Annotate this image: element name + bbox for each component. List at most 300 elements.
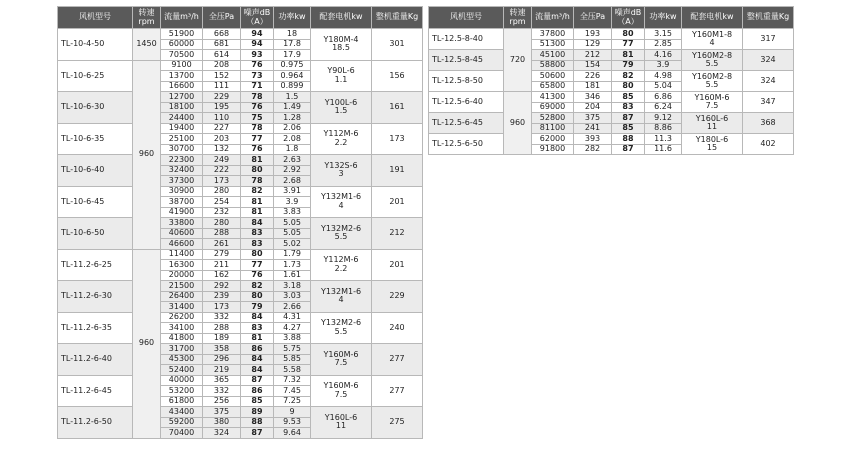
power-cell: 0.964	[274, 71, 311, 82]
table-row	[429, 29, 794, 40]
fan-model-cell: TL-10-6-30	[58, 92, 133, 124]
spec-table-left	[57, 6, 423, 439]
fan-model-cell: TL-10-4-50	[58, 29, 133, 61]
power-cell: 5.04	[645, 81, 682, 92]
power-cell: 3.9	[274, 197, 311, 208]
pressure-cell: 346	[574, 92, 612, 103]
power-cell: 2.08	[274, 134, 311, 145]
noise-cell: 88	[612, 134, 645, 145]
power-cell: 1.79	[274, 249, 311, 260]
noise-cell: 79	[612, 60, 645, 71]
pressure-cell: 111	[203, 81, 241, 92]
weight-cell: 173	[372, 123, 423, 155]
power-cell: 7.25	[274, 396, 311, 407]
power-cell: 2.66	[274, 302, 311, 313]
noise-cell: 77	[241, 134, 274, 145]
pressure-cell: 219	[203, 365, 241, 376]
motor-cell: Y160M-6 7.5	[311, 375, 372, 407]
noise-cell: 81	[612, 50, 645, 61]
motor-cell: Y180L-6 15	[682, 134, 743, 155]
power-cell: 3.03	[274, 291, 311, 302]
pressure-cell: 239	[203, 291, 241, 302]
power-cell: 2.92	[274, 165, 311, 176]
noise-cell: 71	[241, 81, 274, 92]
flow-cell: 37800	[532, 29, 574, 40]
weight-cell: 277	[372, 375, 423, 407]
pressure-cell: 332	[203, 312, 241, 323]
weight-cell: 275	[372, 407, 423, 439]
power-cell: 1.28	[274, 113, 311, 124]
flow-cell: 70400	[161, 428, 203, 439]
noise-cell: 85	[612, 92, 645, 103]
flow-cell: 33800	[161, 218, 203, 229]
noise-cell: 87	[241, 428, 274, 439]
power-cell: 3.91	[274, 186, 311, 197]
flow-cell: 20000	[161, 270, 203, 281]
fan-model-cell: TL-12.5-8-45	[429, 50, 504, 71]
rpm-cell: 960	[133, 249, 161, 438]
pressure-cell: 375	[574, 113, 612, 124]
power-cell: 7.45	[274, 386, 311, 397]
noise-cell: 80	[241, 291, 274, 302]
flow-cell: 12700	[161, 92, 203, 103]
noise-cell: 84	[241, 218, 274, 229]
table-row	[58, 281, 423, 292]
motor-cell: Y112M-6 2.2	[311, 123, 372, 155]
motor-cell: Y160M2-8 5.5	[682, 50, 743, 71]
pressure-cell: 129	[574, 39, 612, 50]
weight-cell: 324	[743, 50, 794, 71]
motor-cell: Y160M-6 7.5	[682, 92, 743, 113]
power-cell: 1.5	[274, 92, 311, 103]
power-cell: 8.86	[645, 123, 682, 134]
motor-cell: Y160M1-8 4	[682, 29, 743, 50]
fan-model-cell: TL-11.2-6-40	[58, 344, 133, 376]
weight-cell: 201	[372, 249, 423, 281]
flow-cell: 31700	[161, 344, 203, 355]
pressure-cell: 173	[203, 176, 241, 187]
noise-cell: 75	[241, 113, 274, 124]
motor-cell: Y160L-6 11	[311, 407, 372, 439]
pressure-cell: 292	[203, 281, 241, 292]
power-cell: 4.16	[645, 50, 682, 61]
motor-cell: Y132M1-6 4	[311, 186, 372, 218]
fan-model-cell: TL-11.2-6-25	[58, 249, 133, 281]
col-motor-header: 配套电机kw	[311, 7, 372, 29]
col-power-header: 功率kw	[645, 7, 682, 29]
table-row	[429, 134, 794, 145]
motor-cell: Y180M-4 18.5	[311, 29, 372, 61]
noise-cell: 80	[241, 249, 274, 260]
pressure-cell: 173	[203, 302, 241, 313]
flow-cell: 32400	[161, 165, 203, 176]
power-cell: 7.32	[274, 375, 311, 386]
pressure-cell: 324	[203, 428, 241, 439]
noise-cell: 81	[241, 333, 274, 344]
noise-cell: 89	[241, 407, 274, 418]
pressure-cell: 296	[203, 354, 241, 365]
flow-cell: 21500	[161, 281, 203, 292]
flow-cell: 53200	[161, 386, 203, 397]
fan-model-cell: TL-10-6-35	[58, 123, 133, 155]
col-noise-header: 噪声dB （A）	[241, 7, 274, 29]
noise-cell: 82	[612, 71, 645, 82]
pressure-cell: 152	[203, 71, 241, 82]
table-row	[429, 50, 794, 61]
power-cell: 9.12	[645, 113, 682, 124]
noise-cell: 84	[241, 312, 274, 323]
fan-model-cell: TL-10-6-45	[58, 186, 133, 218]
pressure-cell: 280	[203, 186, 241, 197]
flow-cell: 30700	[161, 144, 203, 155]
noise-cell: 83	[612, 102, 645, 113]
pressure-cell: 358	[203, 344, 241, 355]
power-cell: 9.64	[274, 428, 311, 439]
weight-cell: 368	[743, 113, 794, 134]
flow-cell: 62000	[532, 134, 574, 145]
power-cell: 3.15	[645, 29, 682, 40]
flow-cell: 41800	[161, 333, 203, 344]
power-cell: 17.9	[274, 50, 311, 61]
noise-cell: 79	[241, 302, 274, 313]
pressure-cell: 254	[203, 197, 241, 208]
pressure-cell: 280	[203, 218, 241, 229]
noise-cell: 87	[612, 144, 645, 155]
noise-cell: 77	[241, 260, 274, 271]
fan-model-cell: TL-12.5-8-50	[429, 71, 504, 92]
fan-model-cell: TL-10-6-25	[58, 60, 133, 92]
spec-table-right	[428, 6, 794, 155]
noise-cell: 87	[612, 113, 645, 124]
pressure-cell: 222	[203, 165, 241, 176]
weight-cell: 156	[372, 60, 423, 92]
table-row	[58, 344, 423, 355]
noise-cell: 76	[241, 270, 274, 281]
power-cell: 1.61	[274, 270, 311, 281]
pressure-cell: 226	[574, 71, 612, 82]
table-row	[429, 113, 794, 124]
noise-cell: 81	[241, 155, 274, 166]
power-cell: 0.975	[274, 60, 311, 71]
weight-cell: 201	[372, 186, 423, 218]
noise-cell: 93	[241, 50, 274, 61]
col-motor-header: 配套电机kw	[682, 7, 743, 29]
power-cell: 18	[274, 29, 311, 40]
pressure-cell: 681	[203, 39, 241, 50]
noise-cell: 76	[241, 60, 274, 71]
power-cell: 0.899	[274, 81, 311, 92]
flow-cell: 31400	[161, 302, 203, 313]
flow-cell: 26400	[161, 291, 203, 302]
weight-cell: 347	[743, 92, 794, 113]
flow-cell: 9100	[161, 60, 203, 71]
flow-cell: 24400	[161, 113, 203, 124]
col-rpm-header: 转速rpm	[133, 7, 161, 29]
flow-cell: 45100	[532, 50, 574, 61]
pressure-cell: 288	[203, 323, 241, 334]
col-weight-header: 整机重量Kg	[743, 7, 794, 29]
flow-cell: 65800	[532, 81, 574, 92]
col-rpm-header: 转速rpm	[504, 7, 532, 29]
noise-cell: 83	[241, 228, 274, 239]
pressure-cell: 375	[203, 407, 241, 418]
motor-cell: Y132M1-6 4	[311, 281, 372, 313]
pressure-cell: 614	[203, 50, 241, 61]
fan-model-cell: TL-12.5-6-45	[429, 113, 504, 134]
flow-cell: 50600	[532, 71, 574, 82]
rpm-cell: 720	[504, 29, 532, 92]
flow-cell: 19400	[161, 123, 203, 134]
col-flow-header: 流量m³/h	[161, 7, 203, 29]
header-row	[429, 7, 794, 29]
fan-model-cell: TL-11.2-6-50	[58, 407, 133, 439]
flow-cell: 60000	[161, 39, 203, 50]
table-row	[58, 155, 423, 166]
pressure-cell: 181	[574, 81, 612, 92]
weight-cell: 301	[372, 29, 423, 61]
fan-model-cell: TL-11.2-6-30	[58, 281, 133, 313]
table-row	[58, 123, 423, 134]
fan-model-cell: TL-10-6-40	[58, 155, 133, 187]
noise-cell: 85	[241, 396, 274, 407]
power-cell: 6.24	[645, 102, 682, 113]
flow-cell: 13700	[161, 71, 203, 82]
table-row	[58, 29, 423, 40]
flow-cell: 46600	[161, 239, 203, 250]
col-pressure-header: 全压Pa	[574, 7, 612, 29]
power-cell: 1.8	[274, 144, 311, 155]
power-cell: 11.3	[645, 134, 682, 145]
rpm-cell: 960	[504, 92, 532, 155]
pressure-cell: 393	[574, 134, 612, 145]
pressure-cell: 279	[203, 249, 241, 260]
power-cell: 5.58	[274, 365, 311, 376]
weight-cell: 324	[743, 71, 794, 92]
power-cell: 2.68	[274, 176, 311, 187]
motor-cell: Y160M2-8 5.5	[682, 71, 743, 92]
motor-cell: Y160M-6 7.5	[311, 344, 372, 376]
flow-cell: 38700	[161, 197, 203, 208]
motor-cell: Y132M2-6 5.5	[311, 218, 372, 250]
flow-cell: 26200	[161, 312, 203, 323]
noise-cell: 80	[241, 165, 274, 176]
noise-cell: 94	[241, 39, 274, 50]
col-model-header: 风机型号	[429, 7, 504, 29]
flow-cell: 18100	[161, 102, 203, 113]
noise-cell: 82	[241, 186, 274, 197]
pressure-cell: 232	[203, 207, 241, 218]
noise-cell: 86	[241, 386, 274, 397]
flow-cell: 22300	[161, 155, 203, 166]
pressure-cell: 380	[203, 417, 241, 428]
noise-cell: 84	[241, 365, 274, 376]
table-row	[58, 186, 423, 197]
fan-model-cell: TL-12.5-8-40	[429, 29, 504, 50]
flow-cell: 51300	[532, 39, 574, 50]
flow-cell: 16300	[161, 260, 203, 271]
noise-cell: 88	[241, 417, 274, 428]
pressure-cell: 288	[203, 228, 241, 239]
power-cell: 5.85	[274, 354, 311, 365]
power-cell: 4.27	[274, 323, 311, 334]
flow-cell: 40600	[161, 228, 203, 239]
power-cell: 1.49	[274, 102, 311, 113]
pressure-cell: 227	[203, 123, 241, 134]
weight-cell: 191	[372, 155, 423, 187]
pressure-cell: 332	[203, 386, 241, 397]
col-weight-header: 整机重量Kg	[372, 7, 423, 29]
noise-cell: 84	[241, 354, 274, 365]
power-cell: 1.73	[274, 260, 311, 271]
pressure-cell: 668	[203, 29, 241, 40]
noise-cell: 86	[241, 344, 274, 355]
rpm-cell: 960	[133, 60, 161, 249]
pressure-cell: 203	[203, 134, 241, 145]
motor-cell: Y100L-6 1.5	[311, 92, 372, 124]
power-cell: 2.85	[645, 39, 682, 50]
power-cell: 3.88	[274, 333, 311, 344]
power-cell: 9.53	[274, 417, 311, 428]
noise-cell: 94	[241, 29, 274, 40]
flow-cell: 58800	[532, 60, 574, 71]
pressure-cell: 204	[574, 102, 612, 113]
power-cell: 5.05	[274, 228, 311, 239]
col-pressure-header: 全压Pa	[203, 7, 241, 29]
power-cell: 4.98	[645, 71, 682, 82]
noise-cell: 76	[241, 102, 274, 113]
flow-cell: 25100	[161, 134, 203, 145]
pressure-cell: 195	[203, 102, 241, 113]
pressure-cell: 212	[574, 50, 612, 61]
flow-cell: 41900	[161, 207, 203, 218]
motor-cell: Y112M-6 2.2	[311, 249, 372, 281]
noise-cell: 83	[241, 323, 274, 334]
pressure-cell: 110	[203, 113, 241, 124]
flow-cell: 59200	[161, 417, 203, 428]
motor-cell: Y90L-6 1.1	[311, 60, 372, 92]
noise-cell: 80	[612, 81, 645, 92]
motor-cell: Y132M2-6 5.5	[311, 312, 372, 344]
noise-cell: 81	[241, 207, 274, 218]
noise-cell: 76	[241, 144, 274, 155]
weight-cell: 229	[372, 281, 423, 313]
table-row	[58, 312, 423, 323]
fan-model-cell: TL-11.2-6-35	[58, 312, 133, 344]
power-cell: 5.05	[274, 218, 311, 229]
power-cell: 3.83	[274, 207, 311, 218]
noise-cell: 87	[241, 375, 274, 386]
pressure-cell: 256	[203, 396, 241, 407]
power-cell: 3.9	[645, 60, 682, 71]
noise-cell: 78	[241, 176, 274, 187]
flow-cell: 37300	[161, 176, 203, 187]
weight-cell: 402	[743, 134, 794, 155]
power-cell: 11.6	[645, 144, 682, 155]
flow-cell: 34100	[161, 323, 203, 334]
table-row	[58, 60, 423, 71]
pressure-cell: 162	[203, 270, 241, 281]
weight-cell: 212	[372, 218, 423, 250]
table-row	[58, 218, 423, 229]
power-cell: 2.63	[274, 155, 311, 166]
noise-cell: 78	[241, 123, 274, 134]
noise-cell: 73	[241, 71, 274, 82]
power-cell: 2.06	[274, 123, 311, 134]
motor-cell: Y160L-6 11	[682, 113, 743, 134]
col-flow-header: 流量m³/h	[532, 7, 574, 29]
pressure-cell: 208	[203, 60, 241, 71]
flow-cell: 16600	[161, 81, 203, 92]
flow-cell: 51900	[161, 29, 203, 40]
flow-cell: 52800	[532, 113, 574, 124]
power-cell: 5.02	[274, 239, 311, 250]
flow-cell: 41300	[532, 92, 574, 103]
motor-cell: Y132S-6 3	[311, 155, 372, 187]
weight-cell: 317	[743, 29, 794, 50]
flow-cell: 52400	[161, 365, 203, 376]
power-cell: 17.8	[274, 39, 311, 50]
pressure-cell: 154	[574, 60, 612, 71]
flow-cell: 40000	[161, 375, 203, 386]
noise-cell: 80	[612, 29, 645, 40]
noise-cell: 77	[612, 39, 645, 50]
pressure-cell: 211	[203, 260, 241, 271]
noise-cell: 81	[241, 197, 274, 208]
table-row	[58, 249, 423, 260]
fan-model-cell: TL-11.2-6-45	[58, 375, 133, 407]
table-row	[429, 92, 794, 103]
power-cell: 3.18	[274, 281, 311, 292]
power-cell: 5.75	[274, 344, 311, 355]
weight-cell: 161	[372, 92, 423, 124]
flow-cell: 45300	[161, 354, 203, 365]
table-row	[58, 92, 423, 103]
flow-cell: 81100	[532, 123, 574, 134]
pressure-cell: 189	[203, 333, 241, 344]
fan-model-cell: TL-12.5-6-50	[429, 134, 504, 155]
power-cell: 9	[274, 407, 311, 418]
pressure-cell: 241	[574, 123, 612, 134]
pressure-cell: 282	[574, 144, 612, 155]
flow-cell: 43400	[161, 407, 203, 418]
fan-model-cell: TL-10-6-50	[58, 218, 133, 250]
noise-cell: 82	[241, 281, 274, 292]
noise-cell: 83	[241, 239, 274, 250]
weight-cell: 240	[372, 312, 423, 344]
rpm-cell: 1450	[133, 29, 161, 61]
col-power-header: 功率kw	[274, 7, 311, 29]
table-row	[58, 407, 423, 418]
pressure-cell: 365	[203, 375, 241, 386]
fan-model-cell: TL-12.5-6-40	[429, 92, 504, 113]
flow-cell: 11400	[161, 249, 203, 260]
table-row	[58, 375, 423, 386]
flow-cell: 30900	[161, 186, 203, 197]
noise-cell: 78	[241, 92, 274, 103]
power-cell: 4.31	[274, 312, 311, 323]
flow-cell: 61800	[161, 396, 203, 407]
col-noise-header: 噪声dB （A）	[612, 7, 645, 29]
table-row	[429, 71, 794, 82]
pressure-cell: 261	[203, 239, 241, 250]
header-row	[58, 7, 423, 29]
pressure-cell: 132	[203, 144, 241, 155]
weight-cell: 277	[372, 344, 423, 376]
flow-cell: 69000	[532, 102, 574, 113]
flow-cell: 91800	[532, 144, 574, 155]
pressure-cell: 229	[203, 92, 241, 103]
pressure-cell: 249	[203, 155, 241, 166]
